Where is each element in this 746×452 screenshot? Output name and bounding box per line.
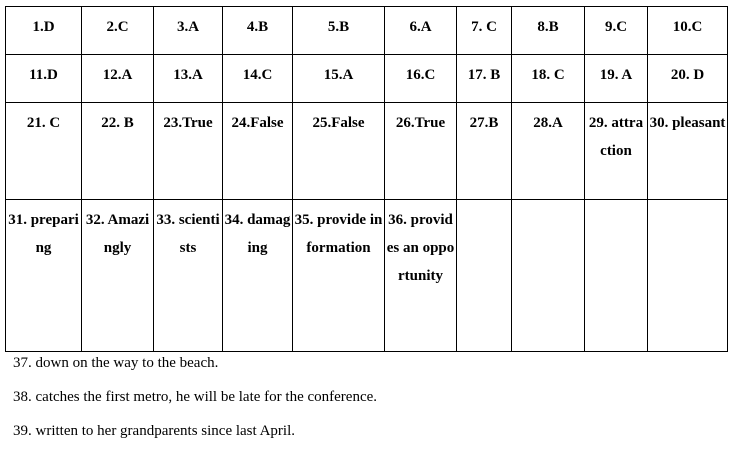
answer-cell: 17. B bbox=[457, 55, 512, 103]
answer-table bbox=[5, 6, 728, 352]
sentence-answers bbox=[13, 350, 377, 452]
answer-cell: 10.C bbox=[648, 7, 728, 55]
answer-cell: 30. pleasant bbox=[648, 103, 728, 200]
answer-cell: 35. provide information bbox=[293, 200, 385, 352]
answer-cell: 18. C bbox=[512, 55, 585, 103]
answer-cell bbox=[585, 200, 648, 352]
answer-cell: 15.A bbox=[293, 55, 385, 103]
sentence-38: 38. catches the first metro, he will be late for the conference. bbox=[13, 389, 378, 405]
answer-cell: 13.A bbox=[154, 55, 223, 103]
answer-cell: 9.C bbox=[585, 7, 648, 55]
answer-cell: 34. damaging bbox=[223, 200, 293, 352]
table-row bbox=[6, 200, 728, 352]
answer-cell: 19. A bbox=[585, 55, 648, 103]
answer-cell: 21. C bbox=[6, 103, 82, 200]
answer-cell: 36. provides an opportunity bbox=[385, 200, 457, 352]
answer-cell: 25.False bbox=[293, 103, 385, 200]
answer-cell: 6.A bbox=[385, 7, 457, 55]
answer-cell: 22. B bbox=[82, 103, 154, 200]
answer-cell: 3.A bbox=[154, 7, 223, 55]
table-row bbox=[6, 55, 728, 103]
answer-cell: 27.B bbox=[457, 103, 512, 200]
answer-cell: 31. preparing bbox=[6, 200, 82, 352]
answer-cell: 4.B bbox=[223, 7, 293, 55]
answer-cell: 29. attraction bbox=[585, 103, 648, 200]
sentence-39: 39. written to her grandparents since last April. bbox=[13, 423, 296, 439]
answer-cell: 7. C bbox=[457, 7, 512, 55]
answer-cell: 2.C bbox=[82, 7, 154, 55]
sentence-37: 37. down on the way to the beach. bbox=[13, 355, 219, 371]
answer-cell: 32. Amazingly bbox=[82, 200, 154, 352]
table-row bbox=[6, 103, 728, 200]
answer-cell bbox=[512, 200, 585, 352]
answer-cell: 5.B bbox=[293, 7, 385, 55]
table-row bbox=[6, 7, 728, 55]
answer-cell bbox=[648, 200, 728, 352]
answer-cell: 26.True bbox=[385, 103, 457, 200]
answer-cell: 14.C bbox=[223, 55, 293, 103]
answer-cell: 23.True bbox=[154, 103, 223, 200]
answer-cell: 24.False bbox=[223, 103, 293, 200]
answer-cell: 1.D bbox=[6, 7, 82, 55]
answer-cell: 8.B bbox=[512, 7, 585, 55]
answer-cell: 12.A bbox=[82, 55, 154, 103]
answer-cell: 33. scientists bbox=[154, 200, 223, 352]
answer-cell: 28.A bbox=[512, 103, 585, 200]
answer-cell: 11.D bbox=[6, 55, 82, 103]
answer-cell bbox=[457, 200, 512, 352]
answer-cell: 16.C bbox=[385, 55, 457, 103]
answer-cell: 20. D bbox=[648, 55, 728, 103]
